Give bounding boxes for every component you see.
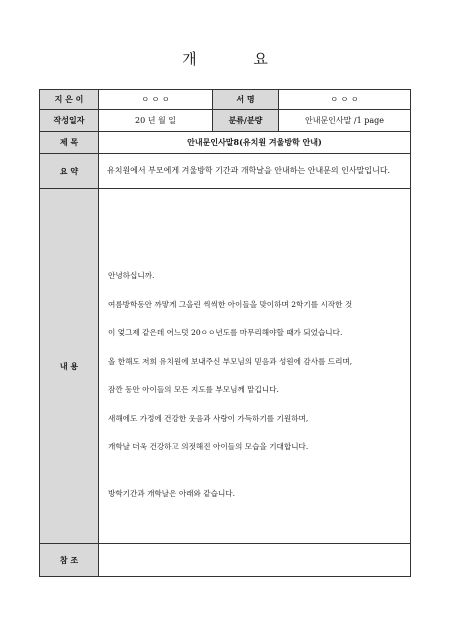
content-body <box>108 189 410 499</box>
content-line: 개학날 더욱 건강하고 의젓해진 아이들의 모습을 기대합니다. <box>108 442 309 451</box>
sign-value: ㅇ ㅇ ㅇ <box>279 90 411 110</box>
content-cell <box>99 189 411 544</box>
content-line: 여름방학동안 까맣게 그을린 씩씩한 아이들을 맞이하며 2학기를 시작한 것 <box>108 299 353 309</box>
content-line: 잠깐 동안 아이들의 모든 지도를 부모님께 맡깁니다. <box>108 385 279 394</box>
content-line: 안녕하십니까. <box>108 271 155 280</box>
date-label: 작성일자 <box>40 110 99 132</box>
reference-row <box>40 544 411 577</box>
content-row <box>40 189 411 544</box>
summary-form-table <box>39 89 411 577</box>
summary-value: 유치원에서 부모에게 겨울방학 기간과 개학날을 안내하는 안내문의 인사말입니다. <box>99 154 411 189</box>
content-line: 올 한해도 저희 유치원에 보내주신 부모님의 믿음과 성원에 감사를 드리며, <box>108 356 353 366</box>
content-line: 새해에도 가정에 건강한 웃음과 사랑이 가득하기를 기원하며, <box>108 413 309 423</box>
content-label: 내 용 <box>40 189 99 544</box>
page-title: 개 요 <box>182 50 294 68</box>
summary-label: 요 약 <box>40 154 99 189</box>
sign-label: 서 명 <box>213 90 279 110</box>
category-label: 분류/분량 <box>213 110 279 132</box>
date-value: 20 년 월 일 <box>99 110 213 132</box>
date-row <box>40 110 411 132</box>
content-line: 방학기간과 개학날은 아래와 같습니다. <box>108 489 236 498</box>
subject-row <box>40 132 411 154</box>
author-label: 지 은 이 <box>40 90 99 110</box>
reference-value <box>99 544 411 577</box>
author-value: ㅇ ㅇ ㅇ <box>99 90 213 110</box>
subject-label: 제 목 <box>40 132 99 154</box>
summary-row <box>40 154 411 189</box>
category-value: 안내문인사말 /1 page <box>279 110 411 132</box>
reference-label: 참 조 <box>40 544 99 577</box>
content-line: 이 엊그제 같은데 어느덧 20ㅇㅇ년도를 마무리해야할 때가 되었습니다. <box>108 328 343 337</box>
subject-value: 안내문인사말8(유치원 겨울방학 안내) <box>99 132 411 154</box>
author-row <box>40 90 411 110</box>
